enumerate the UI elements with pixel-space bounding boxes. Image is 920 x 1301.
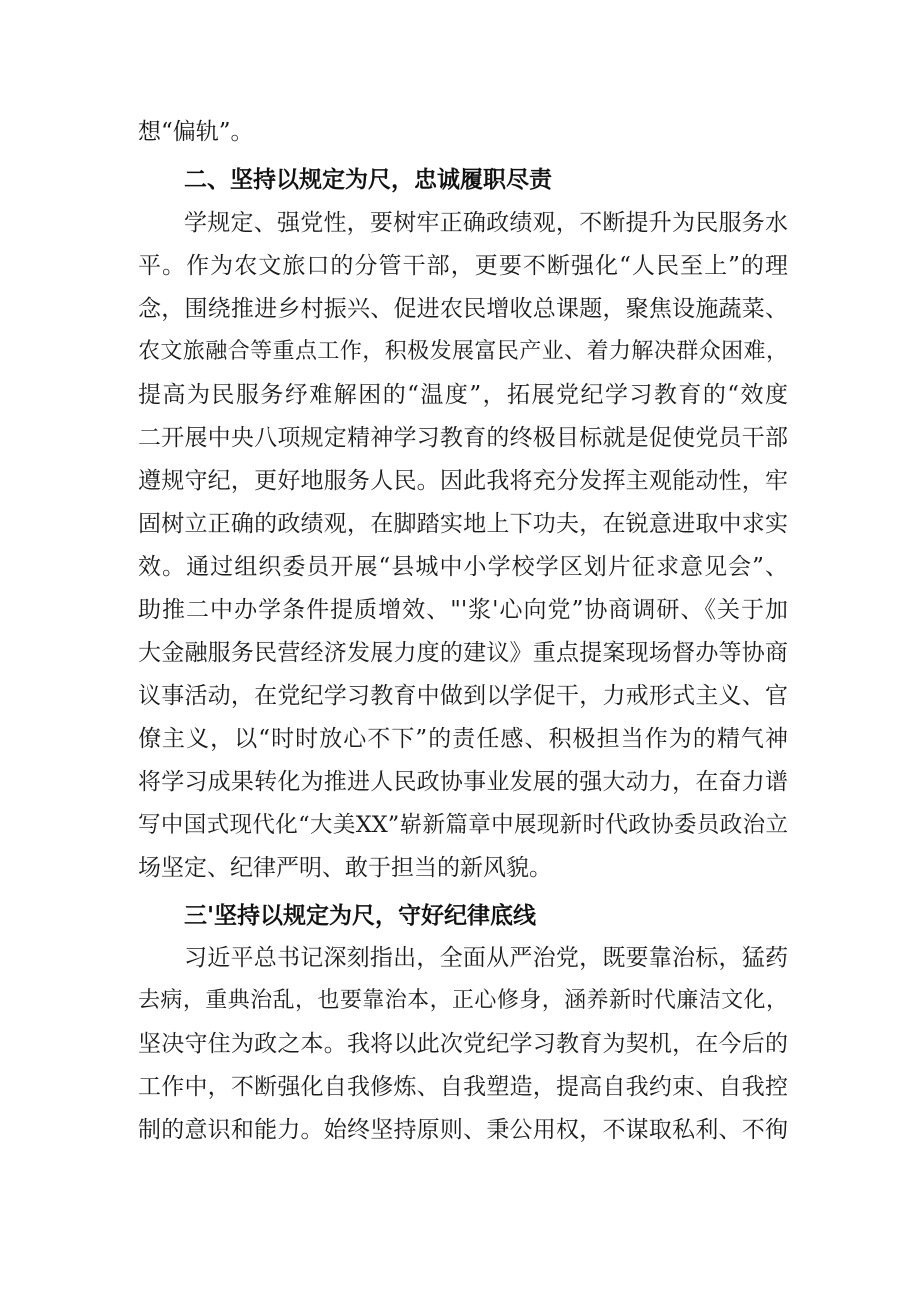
section-2-line-4: 农文旅融合等重点工作，积极发展富民产业、着力解决群众困难， — [138, 339, 788, 364]
section-2-line-13: 僚主义，以“时时放心不下”的责任感、积极担当作为的精气神 — [138, 726, 788, 752]
section-2-line-7: 遵规守纪，更好地服务人民。因此我将充分发挥主观能动性，牢 — [138, 468, 788, 494]
section-2-line-6: 二开展中央八项规定精神学习教育的终极目标就是促使党员干部 — [138, 425, 788, 451]
section-2-line-15: 写中国式现代化“大美XX”崭新篇章中展现新时代政协委员政治立 — [138, 812, 788, 838]
section-3-heading: 三'坚持以规定为尺，守好纪律底线 — [184, 903, 537, 929]
section-2-line-12: 议事活动，在党纪学习教育中做到以学促干，力戒形式主义、官 — [138, 683, 788, 709]
section-2-line-1: 学规定、强党性，要树牢正确政绩观，不断提升为民服务水 — [184, 210, 788, 236]
section-2-line-5: 提高为民服务纾难解困的“温度”，拓展党纪学习教育的“效度 — [138, 382, 788, 408]
section-3-line-3: 坚决守住为政之本。我将以此次党纪学习教育为契机，在今后的 — [138, 1031, 788, 1057]
section-2-heading: 二、坚持以规定为尺，忠诚履职尽责 — [184, 167, 552, 193]
section-2-line-8: 固树立正确的政绩观，在脚踏实地上下功夫，在锐意进取中求实 — [138, 511, 788, 537]
section-2-line-3: 念，围绕推进乡村振兴、促进农民增收总课题，聚焦设施蔬菜、 — [138, 296, 788, 322]
section-2-line-2: 平。作为农文旅口的分管干部，更要不断强化“人民至上”的理 — [138, 253, 788, 279]
section-3-line-2: 去病，重典治乱，也要靠治本，正心修身，涵养新时代廉洁文化， — [138, 988, 788, 1013]
section-3-line-5: 制的意识和能力。始终坚持原则、秉公用权，不谋取私利、不徇 — [138, 1117, 788, 1143]
section-3-line-4: 工作中，不断强化自我修炼、自我塑造，提高自我约束、自我控 — [138, 1074, 788, 1100]
section-2-line-10: 助推二中办学条件提质增效、"'浆'心向党”协商调研、《关于加 — [138, 597, 788, 623]
section-2-line-14: 将学习成果转化为推进人民政协事业发展的强大动力，在奋力谱 — [138, 769, 788, 795]
section-3-line-1: 习近平总书记深刻指出，全面从严治党，既要靠治标，猛药 — [184, 945, 788, 971]
section-2-line-11: 大金融服务民营经济发展力度的建议》重点提案现场督办等协商 — [138, 640, 788, 666]
opening-line: 想“偏轨”。 — [138, 119, 254, 145]
section-2-line-9: 效。通过组织委员开展“县城中小学校学区划片征求意见会”、 — [138, 554, 788, 580]
section-2-line-16: 场坚定、纪律严明、敢于担当的新风貌。 — [138, 855, 552, 881]
